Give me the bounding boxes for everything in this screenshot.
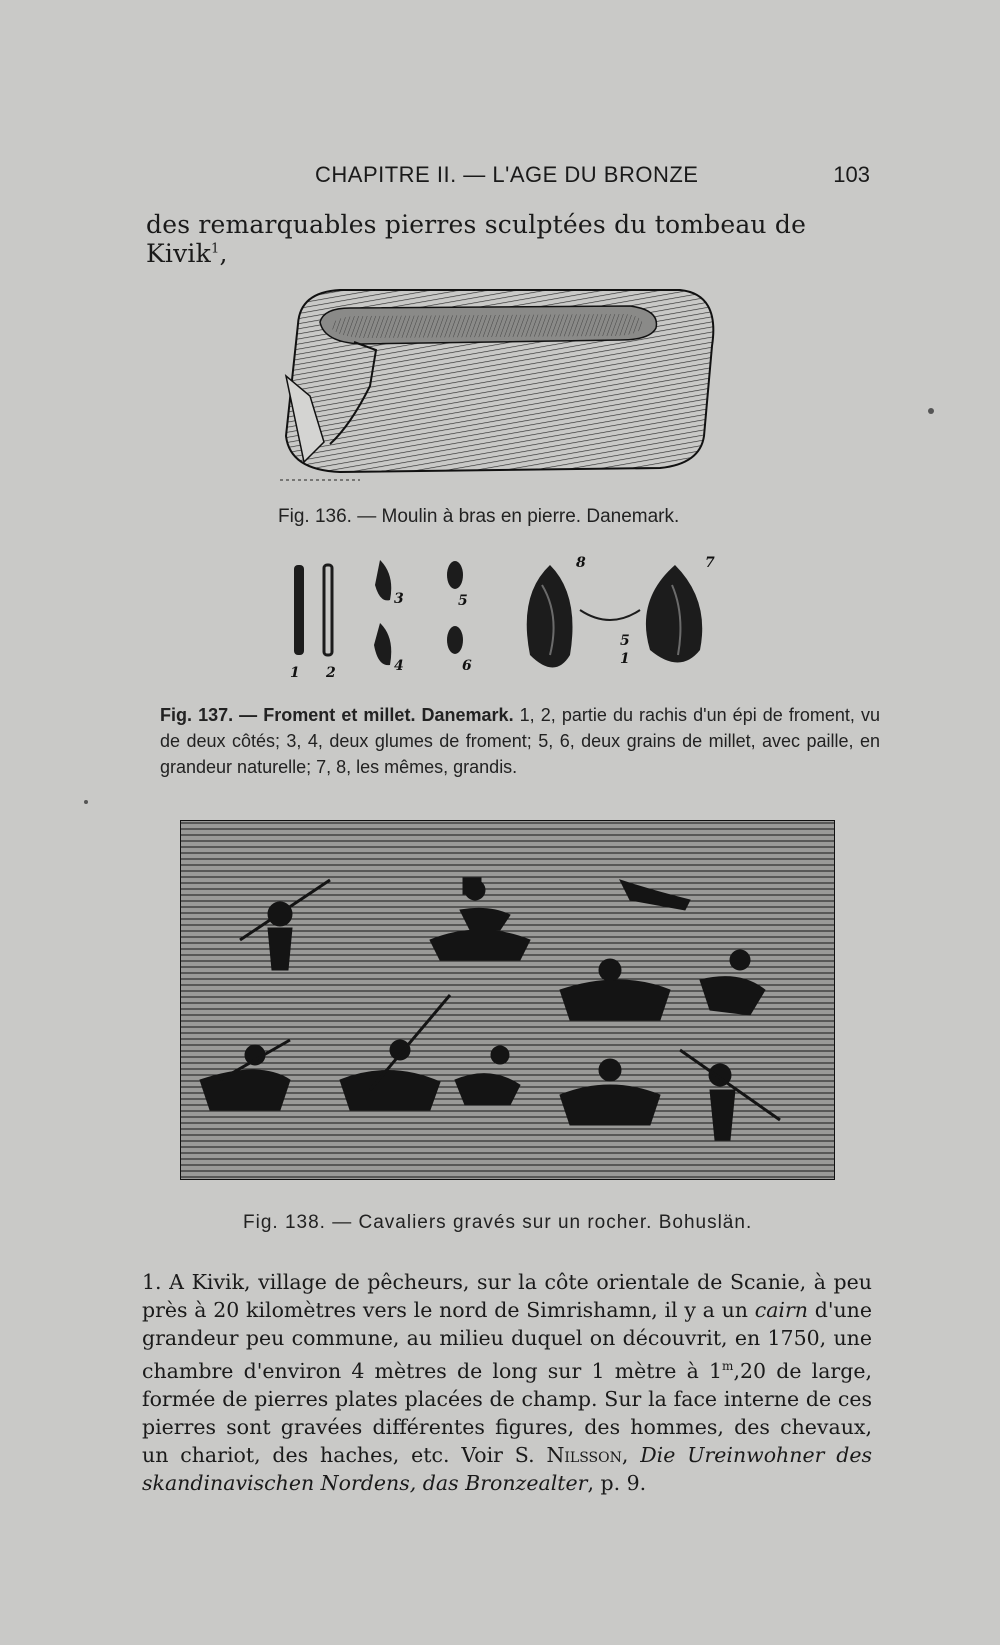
label-1: 1 bbox=[290, 665, 300, 681]
opening-text: des remarquables pierres sculptées du tombeau de Kivik bbox=[146, 210, 807, 268]
footnote-ref: 1 bbox=[210, 241, 220, 257]
chapter-title: CHAPITRE II. — L'AGE DU BRONZE bbox=[315, 162, 699, 187]
footnote-text-2: d'une grandeur peu commune, au milieu duquel on découvrit, en 1750, une chambre d'environ 4 mètres de long sur 1 mètre à 1 bbox=[142, 1298, 873, 1383]
fig-137-caption-rest: 1, 2, partie du rachis d'un épi de froment, vu de deux côtés; 3, 4, deux glumes de froment; 5, 6, deux grains de millet, avec paille, en grandeur naturelle; 7, 8, les mêmes, grandis. bbox=[160, 705, 880, 777]
grain-illustration bbox=[280, 555, 740, 685]
label-7: 7 bbox=[705, 555, 715, 571]
label-1b: 1 bbox=[620, 651, 630, 667]
footnote-author: Nilsson bbox=[546, 1442, 622, 1467]
label-5: 5 bbox=[458, 593, 468, 609]
footnote bbox=[142, 1268, 872, 1497]
stone-mill-illustration bbox=[280, 286, 730, 486]
fig-137-caption-lead: Fig. 137. — Froment et millet. Danemark. bbox=[160, 705, 514, 725]
speck-left bbox=[84, 800, 88, 804]
running-head bbox=[140, 158, 870, 194]
footnote-title: Die Ureinwohner des skandinavischen Nordens, das Bronzealter bbox=[142, 1442, 872, 1495]
footnote-text-3: ,20 de large, formée de pierres plates placées de champ. Sur la face interne de ces pierres sont gravées différentes figures, des hommes, des chevaux, un chariot, des haches, etc. Voir S. bbox=[142, 1358, 872, 1467]
fig-138-caption: Fig. 138. — Cavaliers gravés sur un rocher. Bohuslän. bbox=[243, 1212, 753, 1233]
rock-carving-illustration bbox=[180, 820, 835, 1180]
speck-right bbox=[928, 408, 934, 414]
opening-line bbox=[146, 210, 886, 268]
label-3: 3 bbox=[394, 591, 404, 607]
footnote-cairn: cairn bbox=[754, 1298, 808, 1322]
fig-137-caption bbox=[160, 702, 880, 780]
fig-136-caption: Fig. 136. — Moulin à bras en pierre. Danemark. bbox=[278, 506, 680, 527]
footnote-text-5: , p. 9. bbox=[587, 1470, 647, 1495]
label-4: 4 bbox=[394, 658, 404, 674]
label-2: 2 bbox=[326, 665, 336, 681]
label-6: 6 bbox=[462, 658, 472, 674]
opening-punct: , bbox=[219, 239, 228, 268]
page-number: 103 bbox=[833, 162, 870, 187]
footnote-sup: m bbox=[722, 1359, 734, 1373]
footnote-text-1: A Kivik, village de pêcheurs, sur la côte orientale de Scanie, à peu près à 20 kilomètres vers le nord de Simrishamn, il y a un bbox=[142, 1270, 872, 1322]
label-8: 8 bbox=[576, 555, 586, 571]
footnote-number: 1. bbox=[142, 1270, 162, 1294]
footnote-text-4: , bbox=[621, 1442, 641, 1467]
label-5b: 5 bbox=[620, 633, 630, 649]
